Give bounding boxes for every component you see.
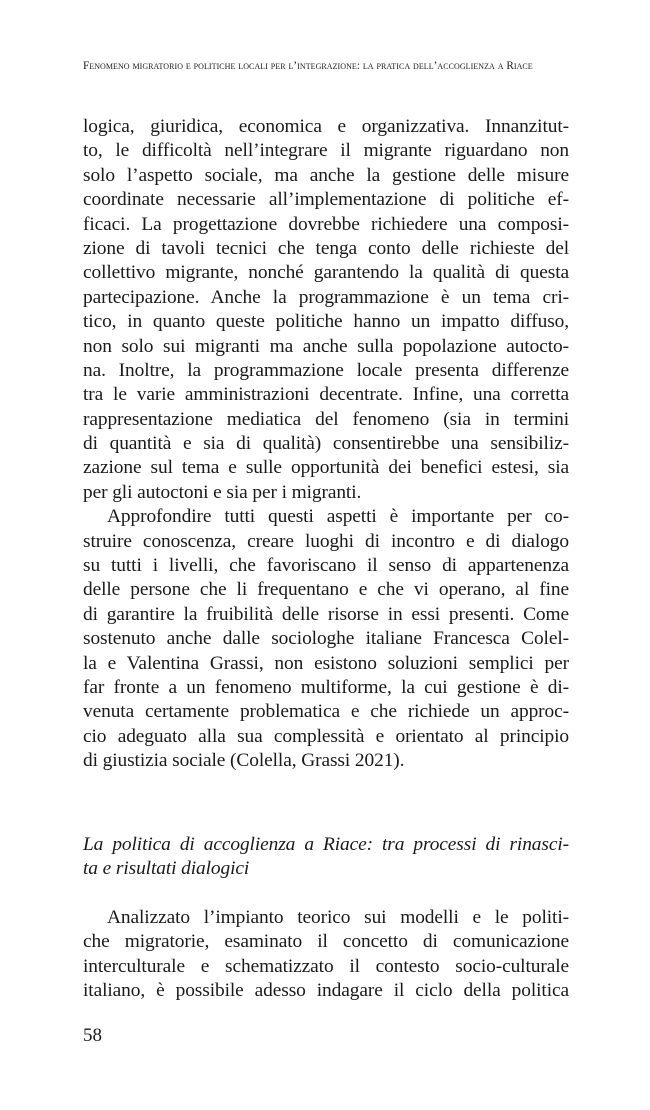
section-heading — [83, 833, 569, 882]
text-line: solo l’aspetto sociale, ma anche la gestione delle misure — [83, 164, 569, 186]
paragraph — [83, 906, 569, 1004]
text-line: cio adeguato alla sua complessità e orientato al principio — [83, 725, 569, 747]
text-line: coordinate necessarie all’implementazione di politiche ef- — [83, 189, 569, 211]
text-line: interculturale e schematizzato il contesto socio-culturale — [83, 955, 569, 977]
text-line: non solo sui migranti ma anche sulla popolazione autocto- — [83, 335, 569, 357]
text-line: che migratorie, esaminato il concetto di comunicazione — [83, 931, 569, 953]
text-line: per gli autoctoni e sia per i migranti. — [83, 481, 362, 503]
text-line: tico, in quanto queste politiche hanno un impatto diffuso, — [83, 311, 569, 333]
text-line: far fronte a un fenomeno multiforme, la cui gestione è di- — [83, 676, 569, 698]
text-line: di quantità e sia di qualità) consentirebbe una sensibiliz- — [83, 433, 569, 455]
text-line: delle persone che li frequentano e che vi operano, al fine — [83, 579, 569, 601]
paragraph — [83, 505, 569, 773]
text-line: rappresentazione mediatica del fenomeno (sia in termini — [83, 408, 569, 430]
text-line: di giustizia sociale (Colella, Grassi 2021). — [83, 750, 405, 772]
text-line: tra le varie amministrazioni decentrate. Infine, una corretta — [83, 384, 569, 406]
text-line: ficaci. La progettazione dovrebbe richiedere una composi- — [83, 213, 569, 235]
text-line: na. Inoltre, la programmazione locale presenta differenze — [83, 359, 569, 381]
text-line: partecipazione. Anche la programmazione è un tema cri- — [83, 286, 569, 308]
running-head-text: Fenomeno migratorio e politiche locali per l’integrazione: la pratica dell’accoglienza a Riace — [83, 60, 533, 72]
heading-line: ta e risultati dialogici — [83, 858, 250, 880]
text-line: Approfondire tutti questi aspetti è importante per co- — [107, 506, 569, 528]
heading-line: La politica di accoglienza a Riace: tra processi di rinasci- — [83, 834, 569, 855]
text-line: su tutti i livelli, che favoriscano il senso di appartenenza — [83, 555, 569, 577]
running-head — [83, 60, 583, 72]
body-text — [83, 115, 569, 774]
text-line: zazione sul tema e sulle opportunità dei benefici estesi, sia — [83, 457, 569, 479]
text-line: italiano, è possibile adesso indagare il ciclo della politica — [83, 980, 569, 1002]
text-line: collettivo migrante, nonché garantendo la qualità di questa — [83, 262, 569, 284]
text-line: to, le difficoltà nell’integrare il migrante riguardano non — [83, 140, 569, 162]
text-line: logica, giuridica, economica e organizzativa. Innanzitut- — [83, 116, 569, 137]
page-number: 58 — [83, 1025, 102, 1046]
text-line: zione di tavoli tecnici che tenga conto delle richieste del — [83, 237, 569, 259]
text-line: di garantire la fruibilità delle risorse in essi presenti. Come — [83, 603, 569, 625]
paragraph — [83, 115, 569, 505]
text-line: venuta certamente problematica e che richiede un approc- — [83, 701, 569, 723]
text-line: sostenuto anche dalle sociologhe italiane Francesca Colel- — [83, 628, 569, 650]
text-line: Analizzato l’impianto teorico sui modelli e le politi- — [107, 907, 569, 928]
text-line: struire conoscenza, creare luoghi di incontro e di dialogo — [83, 530, 569, 552]
text-line: la e Valentina Grassi, non esistono soluzioni semplici per — [83, 652, 569, 674]
